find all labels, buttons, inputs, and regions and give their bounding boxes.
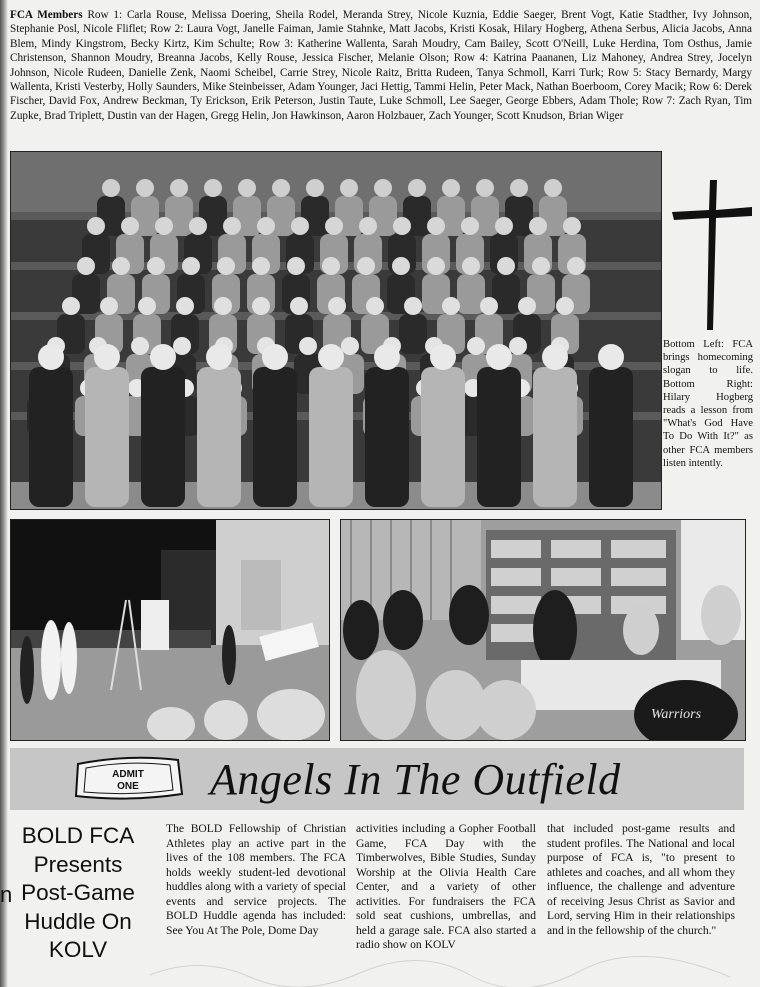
student-face <box>427 257 445 275</box>
student-face <box>476 179 494 197</box>
front-row-student <box>477 367 521 507</box>
student-face <box>567 257 585 275</box>
ticket-line2: ONE <box>117 781 139 792</box>
ticket-line1: ADMIT <box>112 769 144 780</box>
student-face <box>322 257 340 275</box>
student-face <box>341 337 359 355</box>
student-face <box>467 337 485 355</box>
student-face <box>299 337 317 355</box>
front-row-face <box>94 344 120 370</box>
student-face <box>62 297 80 315</box>
photo-caption: Bottom Left: FCA brings homecoming slogan to life. Bottom Right: Hilary Hogberg reads a lesson from "What's God Have To Do With It?" as other FCA members listen intently. <box>663 339 753 469</box>
front-row-face <box>430 344 456 370</box>
student-face <box>306 179 324 197</box>
members-caption <box>10 8 752 123</box>
front-row-face <box>318 344 344 370</box>
student-face <box>518 297 536 315</box>
student-face <box>238 179 256 197</box>
student-face <box>290 297 308 315</box>
headline-line: Huddle On <box>24 908 132 934</box>
front-row-student <box>85 367 129 507</box>
group-photo <box>10 151 662 510</box>
members-caption-label: FCA Members <box>10 9 83 21</box>
cropped-edge-text: n <box>0 882 13 907</box>
homecoming-photo <box>10 519 330 741</box>
student-face <box>112 257 130 275</box>
student-face <box>173 337 191 355</box>
student-face <box>147 257 165 275</box>
student-face <box>136 179 154 197</box>
front-row-face <box>262 344 288 370</box>
student-face <box>155 217 173 235</box>
student-face <box>325 217 343 235</box>
student-face <box>252 297 270 315</box>
student-face <box>442 179 460 197</box>
faded-signatures-decoration <box>140 955 740 987</box>
student-face <box>100 297 118 315</box>
student-face <box>427 217 445 235</box>
student-face <box>404 297 422 315</box>
student-face <box>257 217 275 235</box>
student-face <box>170 179 188 197</box>
student-face <box>366 297 384 315</box>
headline-line: Post-Game <box>21 880 135 905</box>
student-face <box>214 297 232 315</box>
student-face <box>461 217 479 235</box>
body-column-2: activities including a Gopher Football Game, FCA Day with the Timberwolves, Bible Studies, Sunday Worship at the Olivia Health Care Center, and a variety of other activities. For fundraisers the FCA sold seat cushions, umbrellas, and held a garage sale. FCA also started a radio show on KOLV <box>356 822 536 951</box>
front-row-face <box>598 344 624 370</box>
student-face <box>223 217 241 235</box>
front-row-face <box>38 344 64 370</box>
homecoming-photo-image <box>11 520 329 740</box>
group-photo-image <box>11 152 661 509</box>
student-face <box>480 297 498 315</box>
student-face <box>563 217 581 235</box>
student-face <box>442 297 460 315</box>
cross-icon <box>672 180 752 330</box>
student-face <box>102 179 120 197</box>
student-face <box>272 179 290 197</box>
front-row-student <box>533 367 577 507</box>
student-face <box>87 217 105 235</box>
student-face <box>497 257 515 275</box>
shirt-text: Warriors <box>651 707 702 722</box>
student-face <box>393 217 411 235</box>
front-row-student <box>141 367 185 507</box>
student-face <box>131 337 149 355</box>
body-column-1: The BOLD Fellowship of Christian Athletes play an active part in the lives of the 108 members. The FCA holds weekly student-led devotional huddles along with a variety of special events and service projects. The BOLD Huddle agenda has included: See You At The Pole, Dome Day <box>166 822 346 937</box>
headline-line: Presents <box>33 851 123 877</box>
student-face <box>509 337 527 355</box>
front-row-student <box>365 367 409 507</box>
student-face <box>340 179 358 197</box>
front-row-student <box>253 367 297 507</box>
student-face <box>182 257 200 275</box>
headline-line: KOLV <box>48 937 108 962</box>
student-face <box>510 179 528 197</box>
lesson-photo <box>340 519 746 741</box>
admit-one-ticket-icon <box>72 754 184 802</box>
members-caption-text: Row 1: Carla Rouse, Melissa Doering, Sheila Rodel, Meranda Strey, Nicole Kuznia, Eddie Saeger, Brent Vogt, Katie Stadther, Ivy Johnson, Stephanie Posl, Nicole Fliflet; Row 2: Laura Vogt, Janelle Faiman, Jamie Stahnke, Matt Jacobs, Kristi Kosak, Hilary Hogberg, Athena Serbus, Alicia Jacobs, Anna Blem, Mindy Kingstrom, Becky Kirtz, Kim Schulte; Row 3: Katherine Wallenta, Sarah Moudry, Cam Bailey, Scott O'Neill, Luke Herdina, Tom Osthus, Jamie Christenson, Shannon Moudry, Breanna Jacobs, Kelly Rouse, Jessica Fischer, Melanie Olson; Row 4: Katrina Paananen, Liz Mahoney, Andrea Strey, Jocelyn Johnson, Nicole Rudeen, Danielle Zenk, Naomi Scheibel, Carrie Strey, Nicole Raitz, Britta Rudeen, Tanya Schmoll, Karri Turk; Row 5: Stacy Bernardy, Margy Wallenta, Kristi Vesterby, Holly Saunders, Mike Steinbeisser, Adam Younger, Jaci Hettig, Tammi Helin, Peter Mack, Nathan Boerboom, Corey Macik; Row 6: Derek Fischer, David Fox, Andrew Beckman, Ty Erickson, Erik Peterson, Justin Taute, Luke Schmoll, Lee Saeger, George Ebbers, Adam Thole; Row 7: Zach Ryan, Tim Zupke, Brad Triplett, Dustin van der Hagen, Gregg Helin, Jon Hawkinson, Aaron Holzbauer, Zach Younger, Scott Knudson, Brian Wiger <box>10 9 752 122</box>
front-row-face <box>206 344 232 370</box>
front-row-face <box>374 344 400 370</box>
student-face <box>176 297 194 315</box>
student-face <box>328 297 346 315</box>
headline-line: BOLD FCA <box>21 823 135 848</box>
student-face <box>121 217 139 235</box>
page-binding-shadow <box>0 0 8 987</box>
front-row-student <box>29 367 73 507</box>
student-face <box>357 257 375 275</box>
front-row-student <box>421 367 465 507</box>
front-row-student <box>309 367 353 507</box>
student-face <box>287 257 305 275</box>
body-column-3: that included post-game results and student profiles. The National and local purpose of FCA is, "to present to athletes and coaches, and all whom they influence, the challenge and adventure of receiving Jesus Christ as Savior and Lord, serving Him in their relationships and in the fellowship of the church." <box>547 822 735 937</box>
student-face <box>544 179 562 197</box>
student-face <box>204 179 222 197</box>
student-face <box>217 257 235 275</box>
student-silhouette <box>399 314 427 354</box>
banner-title: Angels In The Outfield <box>210 755 621 804</box>
student-face <box>77 257 95 275</box>
front-row-student <box>589 367 633 507</box>
student-face <box>392 257 410 275</box>
front-row-face <box>486 344 512 370</box>
lesson-photo-image <box>341 520 745 740</box>
student-face <box>408 179 426 197</box>
headline <box>8 822 148 965</box>
front-row-face <box>542 344 568 370</box>
student-face <box>138 297 156 315</box>
student-face <box>359 217 377 235</box>
student-face <box>495 217 513 235</box>
title-banner <box>10 748 744 810</box>
student-face <box>556 297 574 315</box>
front-row-face <box>150 344 176 370</box>
student-face <box>252 257 270 275</box>
student-face <box>291 217 309 235</box>
student-face <box>532 257 550 275</box>
student-face <box>374 179 392 197</box>
front-row-student <box>197 367 241 507</box>
student-face <box>462 257 480 275</box>
student-face <box>189 217 207 235</box>
student-face <box>529 217 547 235</box>
